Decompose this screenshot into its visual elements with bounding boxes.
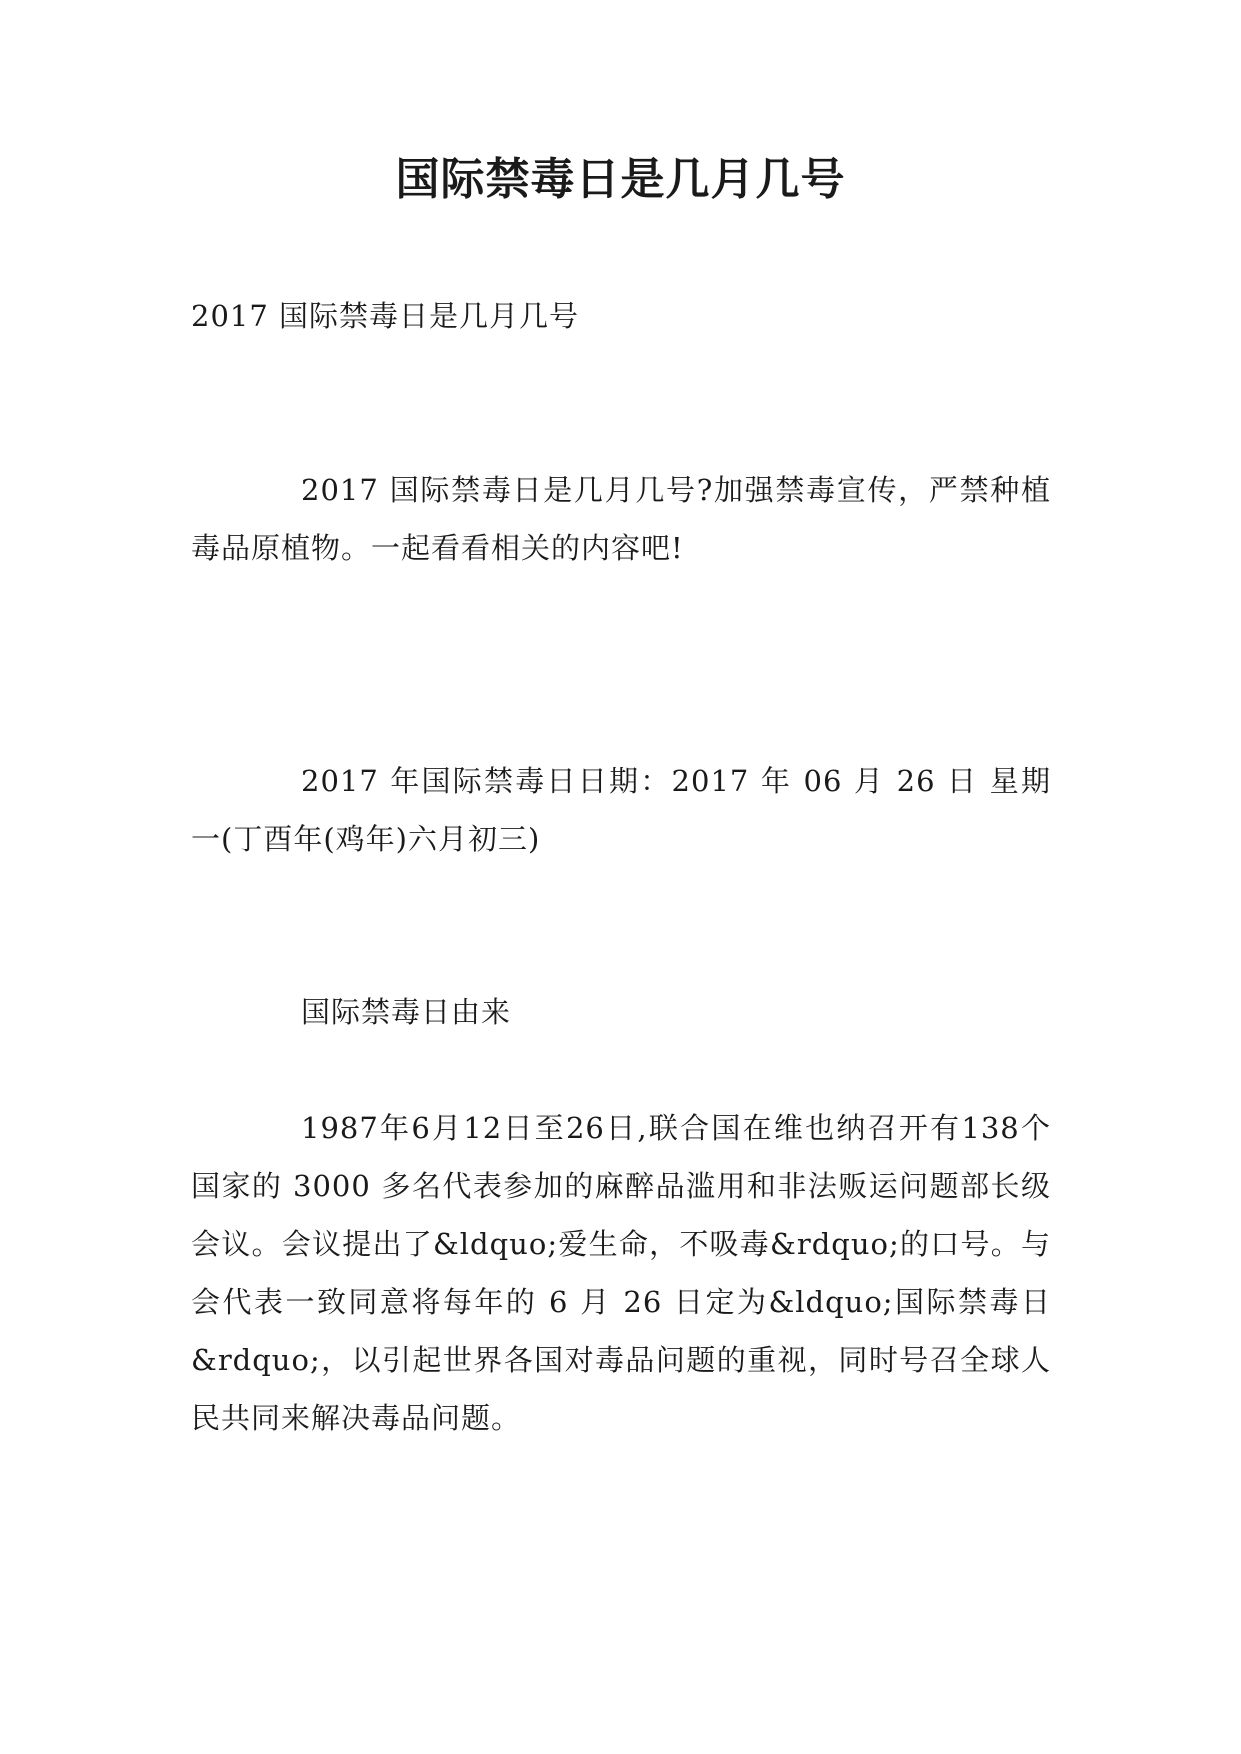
origin-heading: 国际禁毒日由来	[301, 995, 512, 1029]
document-title: 国际禁毒日是几月几号	[395, 154, 846, 205]
intro-paragraph: 2017 国际禁毒日是几月几号?加强禁毒宣传，严禁种植毒品原植物。一起看看相关的内容吧!	[191, 473, 1051, 565]
subtitle-paragraph: 2017 国际禁毒日是几月几号	[191, 299, 580, 333]
history-paragraph: 1987年6月12日至26日,联合国在维也纳召开有138个国家的 3000 多名代表参加的麻醉品滥用和非法贩运问题部长级会议。会议提出了&ldquo;爱生命，不吸毒&rdquo;的口号。与会代表一致同意将每年的 6 月 26 日定为&ldquo;国际禁毒日&rdquo;，以引起世界各国对毒品问题的重视，同时号召全球人民共同来解决毒品问题。	[191, 1111, 1051, 1435]
date-paragraph: 2017 年国际禁毒日日期：2017 年 06 月 26 日 星期一(丁酉年(鸡年)六月初三)	[191, 764, 1051, 856]
